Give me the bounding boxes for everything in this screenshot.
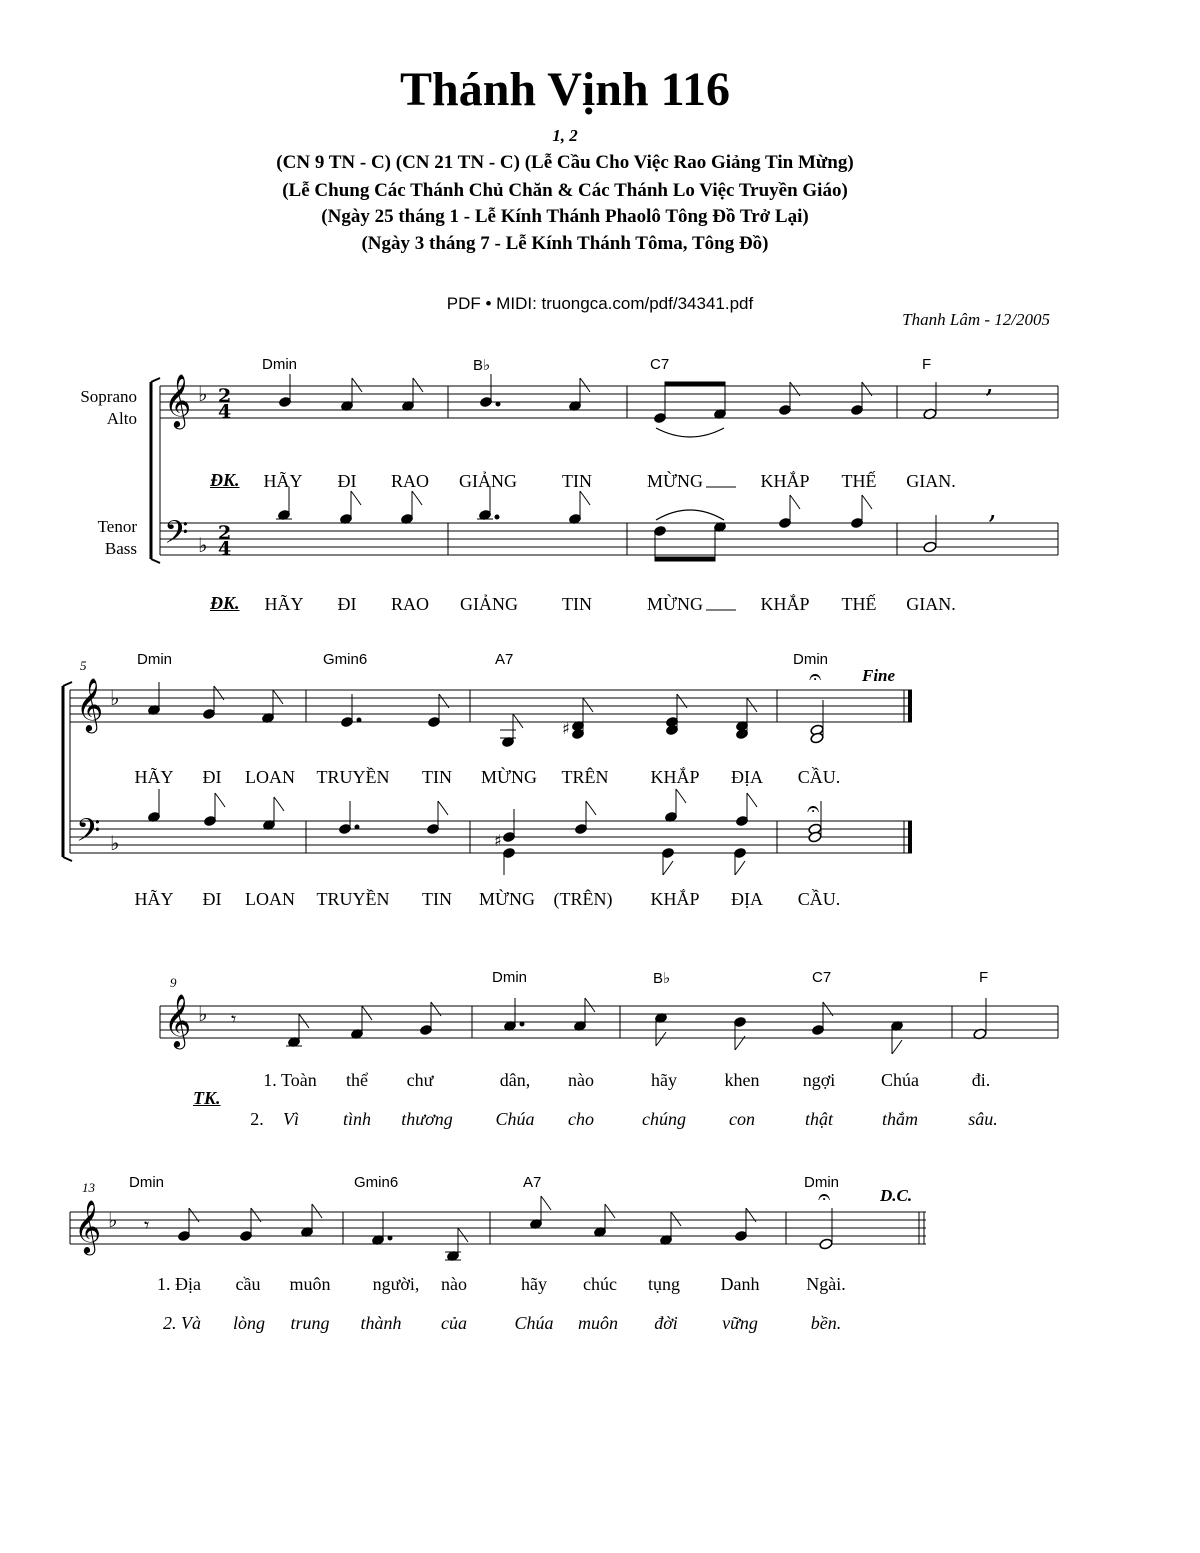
treble-clef-icon: 𝄞 bbox=[164, 373, 192, 427]
refrain-mark: ĐK. bbox=[210, 470, 240, 490]
fermata-icon: 𝄐 bbox=[818, 1185, 831, 1210]
time-signature: 4 bbox=[218, 538, 232, 560]
staff-melody-s4 bbox=[70, 1212, 926, 1244]
lyric-syllable: chư bbox=[406, 1070, 434, 1090]
barlines bbox=[448, 386, 1058, 555]
lyric-syllable: CẦU. bbox=[797, 889, 841, 909]
fermata-icon: 𝄐 bbox=[809, 665, 822, 690]
dc-marking: D.C. bbox=[880, 1186, 913, 1205]
chord-symbol: B♭ bbox=[653, 970, 671, 987]
chord-symbol: A7 bbox=[523, 1174, 542, 1191]
lyric-syllable: cầu bbox=[235, 1274, 261, 1294]
lyric-syllable: bền. bbox=[810, 1313, 842, 1333]
fine-marking: Fine bbox=[862, 666, 896, 685]
subtitle-line-2: (Lễ Chung Các Thánh Chủ Chăn & Các Thánh Lo Việc Truyền Giáo) bbox=[282, 180, 848, 201]
lyric-syllable: MỪNG bbox=[647, 594, 703, 614]
chord-symbol: C7 bbox=[650, 356, 670, 373]
system-bracket bbox=[63, 682, 72, 861]
lyric-syllable: hãy bbox=[651, 1070, 677, 1090]
treble-clef-icon: 𝄞 bbox=[164, 993, 192, 1047]
lyric-syllable: GIAN. bbox=[906, 594, 956, 614]
lyric-syllable: MỪNG bbox=[479, 889, 535, 909]
lyric-syllable: Ngài. bbox=[806, 1274, 846, 1294]
lyric-syllable: HÃY bbox=[134, 889, 174, 909]
notes-upper-s2 bbox=[147, 682, 824, 748]
lyric-syllable: RAO bbox=[390, 594, 430, 614]
chord-symbol: F bbox=[922, 356, 932, 373]
svg-text:♯: ♯ bbox=[494, 831, 502, 850]
chord-symbol: Dmin bbox=[137, 651, 173, 668]
chord-symbol: A7 bbox=[495, 651, 514, 668]
refrain-mark: ĐK. bbox=[210, 593, 240, 613]
lyric-syllable: thể bbox=[346, 1070, 368, 1090]
verse-mark: TK. bbox=[193, 1088, 221, 1108]
flat-sign-icon: ♭ bbox=[108, 1208, 118, 1232]
breath-mark-icon: , bbox=[988, 492, 997, 525]
lyric-syllable: 2. Và bbox=[163, 1313, 201, 1333]
lyric-syllable: ngợi bbox=[802, 1070, 836, 1090]
part-label-bass: Bass bbox=[104, 539, 137, 558]
chord-symbol: Dmin bbox=[804, 1174, 840, 1191]
lyric-syllable: ĐỊA bbox=[731, 889, 763, 909]
lyric-syllable: TRÊN bbox=[561, 767, 609, 787]
staff-lower-s2 bbox=[70, 821, 912, 853]
lyric-syllable: chúc bbox=[583, 1274, 617, 1294]
part-label-tenor: Tenor bbox=[97, 517, 137, 536]
measure-number: 9 bbox=[170, 975, 177, 990]
lyric-syllable: 2. bbox=[250, 1109, 264, 1129]
lyric-syllable: LOAN bbox=[245, 889, 295, 909]
lyric-syllable: hãy bbox=[521, 1274, 547, 1294]
notes-lower-s2 bbox=[147, 789, 822, 875]
lyric-syllable: của bbox=[441, 1313, 467, 1333]
part-label-alto: Alto bbox=[106, 409, 137, 428]
time-signature: 2 bbox=[218, 385, 232, 407]
lyric-syllable: HÃY bbox=[134, 767, 174, 787]
flat-sign-icon: ♭ bbox=[198, 382, 208, 406]
lyric-syllable: LOAN bbox=[245, 767, 295, 787]
lyric-syllable: TRUYỀN bbox=[316, 767, 390, 787]
subtitle-line-4: (Ngày 3 tháng 7 - Lễ Kính Thánh Tôma, Tông Đồ) bbox=[361, 233, 769, 254]
eighth-rest-icon: 𝄾 bbox=[231, 1007, 237, 1031]
lyric-syllable: ĐỊA bbox=[731, 767, 763, 787]
lyric-syllable: KHẮP bbox=[650, 767, 700, 787]
chord-symbol: B♭ bbox=[473, 357, 491, 374]
lyric-syllable: KHẮP bbox=[760, 471, 810, 491]
verse-reference: 1, 2 bbox=[552, 126, 578, 145]
lyric-syllable: người, bbox=[372, 1274, 420, 1294]
breath-mark-icon: , bbox=[985, 366, 994, 399]
lyric-syllable: Chúa bbox=[495, 1109, 535, 1129]
lyric-syllable: muôn bbox=[578, 1313, 618, 1333]
staff-melody-s3 bbox=[160, 1006, 1058, 1038]
lyric-syllable: TRUYỀN bbox=[316, 889, 390, 909]
flat-sign-icon: ♭ bbox=[110, 686, 120, 710]
lyric-syllable: sâu. bbox=[968, 1109, 998, 1129]
lyric-syllable: nào bbox=[568, 1070, 594, 1090]
time-signature: 2 bbox=[218, 522, 232, 544]
lyric-syllable: muôn bbox=[289, 1274, 331, 1294]
lyric-syllable: TIN bbox=[422, 767, 452, 787]
lyric-syllable: TIN bbox=[562, 471, 592, 491]
time-signature: 4 bbox=[218, 401, 232, 423]
chord-symbol: Dmin bbox=[129, 1174, 165, 1191]
notes-lower-s1 bbox=[276, 487, 937, 561]
measure-number: 13 bbox=[82, 1180, 95, 1195]
chord-symbol: Dmin bbox=[492, 969, 528, 986]
lyric-syllable: ĐI bbox=[337, 471, 357, 491]
lyric-syllable: KHẮP bbox=[650, 889, 700, 909]
lyric-syllable: khen bbox=[724, 1070, 760, 1090]
lyric-syllable: thắm bbox=[882, 1109, 918, 1129]
lyric-syllable: KHẮP bbox=[760, 594, 810, 614]
song-title: Thánh Vịnh 116 bbox=[400, 63, 730, 116]
lyric-syllable: HÃY bbox=[263, 471, 303, 491]
lyric-syllable: GIAN. bbox=[906, 471, 956, 491]
lyric-syllable: TIN bbox=[562, 594, 592, 614]
flat-sign-icon: ♭ bbox=[198, 1002, 208, 1026]
lyric-syllable: vững bbox=[722, 1313, 758, 1333]
lyric-syllable: ĐI bbox=[337, 594, 357, 614]
lyric-syllable: CẦU. bbox=[797, 767, 841, 787]
lyric-syllable: đi. bbox=[971, 1070, 991, 1090]
lyric-syllable: 1. Toàn bbox=[263, 1070, 317, 1090]
lyric-syllable: MỪNG bbox=[647, 471, 703, 491]
fermata-icon: 𝄐 bbox=[807, 797, 820, 822]
svg-text:♯: ♯ bbox=[562, 719, 570, 738]
bass-clef-icon: 𝄢 bbox=[164, 514, 189, 558]
pdf-midi-link[interactable]: PDF • MIDI: truongca.com/pdf/34341.pdf bbox=[446, 294, 754, 313]
flat-sign-icon: ♭ bbox=[198, 533, 208, 557]
lyric-syllable: thương bbox=[401, 1109, 453, 1129]
lyric-syllable: Danh bbox=[720, 1274, 760, 1294]
chord-symbol: Gmin6 bbox=[354, 1174, 399, 1191]
lyric-syllable: GIẢNG bbox=[460, 594, 518, 614]
notes-melody-s4 bbox=[177, 1196, 833, 1262]
lyric-syllable: Chúa bbox=[514, 1313, 554, 1333]
subtitle-line-3: (Ngày 25 tháng 1 - Lễ Kính Thánh Phaolô Tông Đồ Trở Lại) bbox=[321, 206, 809, 227]
lyric-syllable: chúng bbox=[642, 1109, 686, 1129]
lyric-syllable: tình bbox=[342, 1109, 372, 1129]
chord-symbol: Gmin6 bbox=[323, 651, 368, 668]
lyric-syllable: trung bbox=[290, 1313, 330, 1333]
lyric-syllable: đời bbox=[654, 1313, 678, 1333]
staff-tenor-bass bbox=[160, 523, 1058, 555]
lyric-syllable: THẾ bbox=[841, 594, 877, 614]
lyric-syllable: TIN bbox=[422, 889, 452, 909]
system-bracket bbox=[151, 378, 160, 563]
subtitle-line-1: (CN 9 TN - C) (CN 21 TN - C) (Lễ Cầu Cho Việc Rao Giảng Tin Mừng) bbox=[276, 152, 854, 173]
lyric-syllable: thật bbox=[804, 1109, 834, 1129]
chord-symbol: Dmin bbox=[262, 356, 298, 373]
chord-symbol: F bbox=[979, 969, 989, 986]
composer-credit: Thanh Lâm - 12/2005 bbox=[902, 310, 1050, 329]
lyric-syllable: HÃY bbox=[264, 594, 304, 614]
treble-clef-icon: 𝄞 bbox=[76, 677, 104, 731]
lyric-syllable: THẾ bbox=[841, 471, 877, 491]
part-label-soprano: Soprano bbox=[80, 387, 137, 406]
lyric-syllable: GIẢNG bbox=[459, 471, 517, 491]
lyric-syllable: cho bbox=[568, 1109, 594, 1129]
lyric-syllable: Vì bbox=[283, 1109, 299, 1129]
lyric-syllable: lòng bbox=[232, 1313, 266, 1333]
lyric-syllable: Chúa bbox=[881, 1070, 919, 1090]
lyric-syllable: dân, bbox=[499, 1070, 531, 1090]
lyric-syllable: ĐI bbox=[202, 767, 222, 787]
lyric-syllable: ĐI bbox=[202, 889, 222, 909]
treble-clef-icon: 𝄞 bbox=[74, 1199, 102, 1253]
notes-upper-s1 bbox=[278, 374, 937, 437]
bass-clef-icon: 𝄢 bbox=[76, 812, 101, 856]
chord-symbol: Dmin bbox=[793, 651, 829, 668]
lyric-syllable: MỪNG bbox=[481, 767, 537, 787]
lyric-syllable: tụng bbox=[647, 1274, 681, 1294]
lyric-syllable: con bbox=[729, 1109, 755, 1129]
lyric-syllable: thành bbox=[360, 1313, 402, 1333]
flat-sign-icon: ♭ bbox=[110, 831, 120, 855]
staff-upper-s2 bbox=[70, 690, 912, 722]
lyric-syllable: (TRÊN) bbox=[553, 889, 613, 909]
eighth-rest-icon: 𝄾 bbox=[144, 1213, 150, 1237]
chord-symbol: C7 bbox=[812, 969, 832, 986]
staff-soprano-alto bbox=[160, 386, 1058, 418]
lyric-syllable: RAO bbox=[390, 471, 430, 491]
lyric-syllable: nào bbox=[441, 1274, 467, 1294]
measure-number: 5 bbox=[80, 658, 87, 673]
lyric-syllable: 1. Địa bbox=[157, 1274, 201, 1294]
